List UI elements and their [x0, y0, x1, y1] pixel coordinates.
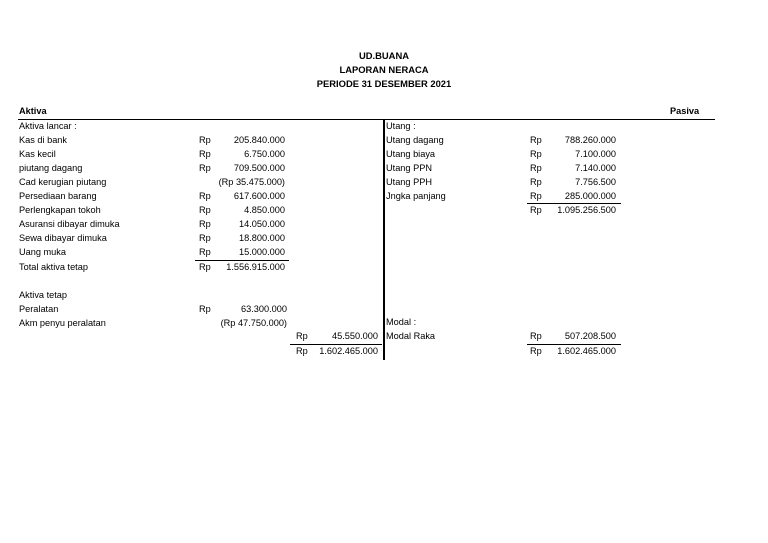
utang-total-rp: Rp [530, 205, 542, 215]
row-currency: Rp [199, 135, 211, 145]
row-currency: Rp [199, 191, 211, 201]
row-amount: (Rp 35.475.000) [218, 177, 285, 187]
row-label: Utang biaya [386, 149, 436, 159]
row-label: Persediaan barang [19, 191, 97, 201]
row-label: Uang muka [19, 247, 66, 257]
header-rule [18, 119, 715, 120]
row-amount: 7.140.000 [575, 163, 616, 173]
aktiva-total-amount: 1.602.465.000 [319, 346, 378, 356]
row-label: Cad kerugian piutang [19, 177, 107, 187]
pasiva-total-amount: 1.602.465.000 [557, 346, 616, 356]
row-amount: 7.100.000 [575, 149, 616, 159]
row-amount: 285.000.000 [564, 191, 616, 201]
row-currency: Rp [199, 262, 211, 272]
report-title: LAPORAN NERACA [339, 64, 429, 75]
modal-rp: Rp [530, 331, 542, 341]
row-amount: 18.800.000 [239, 233, 285, 243]
modal-amount: 507.208.500 [564, 331, 616, 341]
aktiva-net-rp: Rp [296, 331, 308, 341]
row-amount: 788.260.000 [564, 135, 616, 145]
pasiva-column-header: Pasiva [670, 106, 700, 116]
aktiva-total-rp: Rp [296, 346, 308, 356]
row-amount: 15.000.000 [239, 247, 285, 257]
row-amount: 1.556.915.000 [226, 262, 285, 272]
row-label: piutang dagang [19, 163, 83, 173]
row-currency: Rp [530, 135, 542, 145]
aktiva-lancar-heading: Aktiva lancar : [19, 121, 77, 131]
aktiva-tetap-heading: Aktiva tetap [19, 290, 68, 300]
row-label: Jngka panjang [386, 191, 446, 201]
row-label: Kas di bank [19, 135, 68, 145]
row-currency: Rp [530, 177, 542, 187]
pasiva-total-rp: Rp [530, 346, 542, 356]
row-currency: Rp [199, 149, 211, 159]
row-amount: 205.840.000 [233, 135, 285, 145]
row-amount: 6.750.000 [244, 149, 285, 159]
row-amount: (Rp 47.750.000) [220, 318, 287, 328]
row-currency: Rp [199, 233, 211, 243]
row-amount: 63.300.000 [241, 304, 287, 314]
row-amount: 4.850.000 [244, 205, 285, 215]
row-amount: 7.756.500 [575, 177, 616, 187]
utang-total-amount: 1.095.256.500 [557, 205, 616, 215]
modal-heading: Modal : [386, 317, 417, 327]
row-label: Kas kecil [19, 149, 56, 159]
row-label: Asuransi dibayar dimuka [19, 219, 120, 229]
row-label: Total aktiva tetap [19, 262, 88, 272]
row-label: Peralatan [19, 304, 59, 314]
row-label: Utang dagang [386, 135, 444, 145]
column-divider [383, 120, 385, 360]
row-amount: 14.050.000 [239, 219, 285, 229]
modal-label: Modal Raka [386, 331, 436, 341]
row-currency: Rp [530, 191, 542, 201]
row-currency: Rp [199, 205, 211, 215]
row-currency: Rp [199, 219, 211, 229]
row-currency: Rp [530, 163, 542, 173]
row-label: Utang PPN [386, 163, 432, 173]
row-currency: Rp [199, 304, 211, 314]
utang-heading: Utang : [386, 121, 416, 131]
report-period: PERIODE 31 DESEMBER 2021 [316, 78, 452, 89]
row-label: Perlengkapan tokoh [19, 205, 101, 215]
company-name: UD.BUANA [359, 50, 409, 61]
row-label: Sewa dibayar dimuka [19, 233, 107, 243]
aktiva-column-header: Aktiva [19, 106, 47, 116]
row-currency: Rp [530, 149, 542, 159]
row-amount: 709.500.000 [233, 163, 285, 173]
row-label: Utang PPH [386, 177, 432, 187]
aktiva-lancar-subtotal-rule [195, 260, 289, 261]
row-amount: 617.600.000 [233, 191, 285, 201]
aktiva-net-amount: 45.550.000 [332, 331, 378, 341]
row-label: Akm penyu peralatan [19, 318, 106, 328]
row-currency: Rp [199, 247, 211, 257]
row-currency: Rp [199, 163, 211, 173]
